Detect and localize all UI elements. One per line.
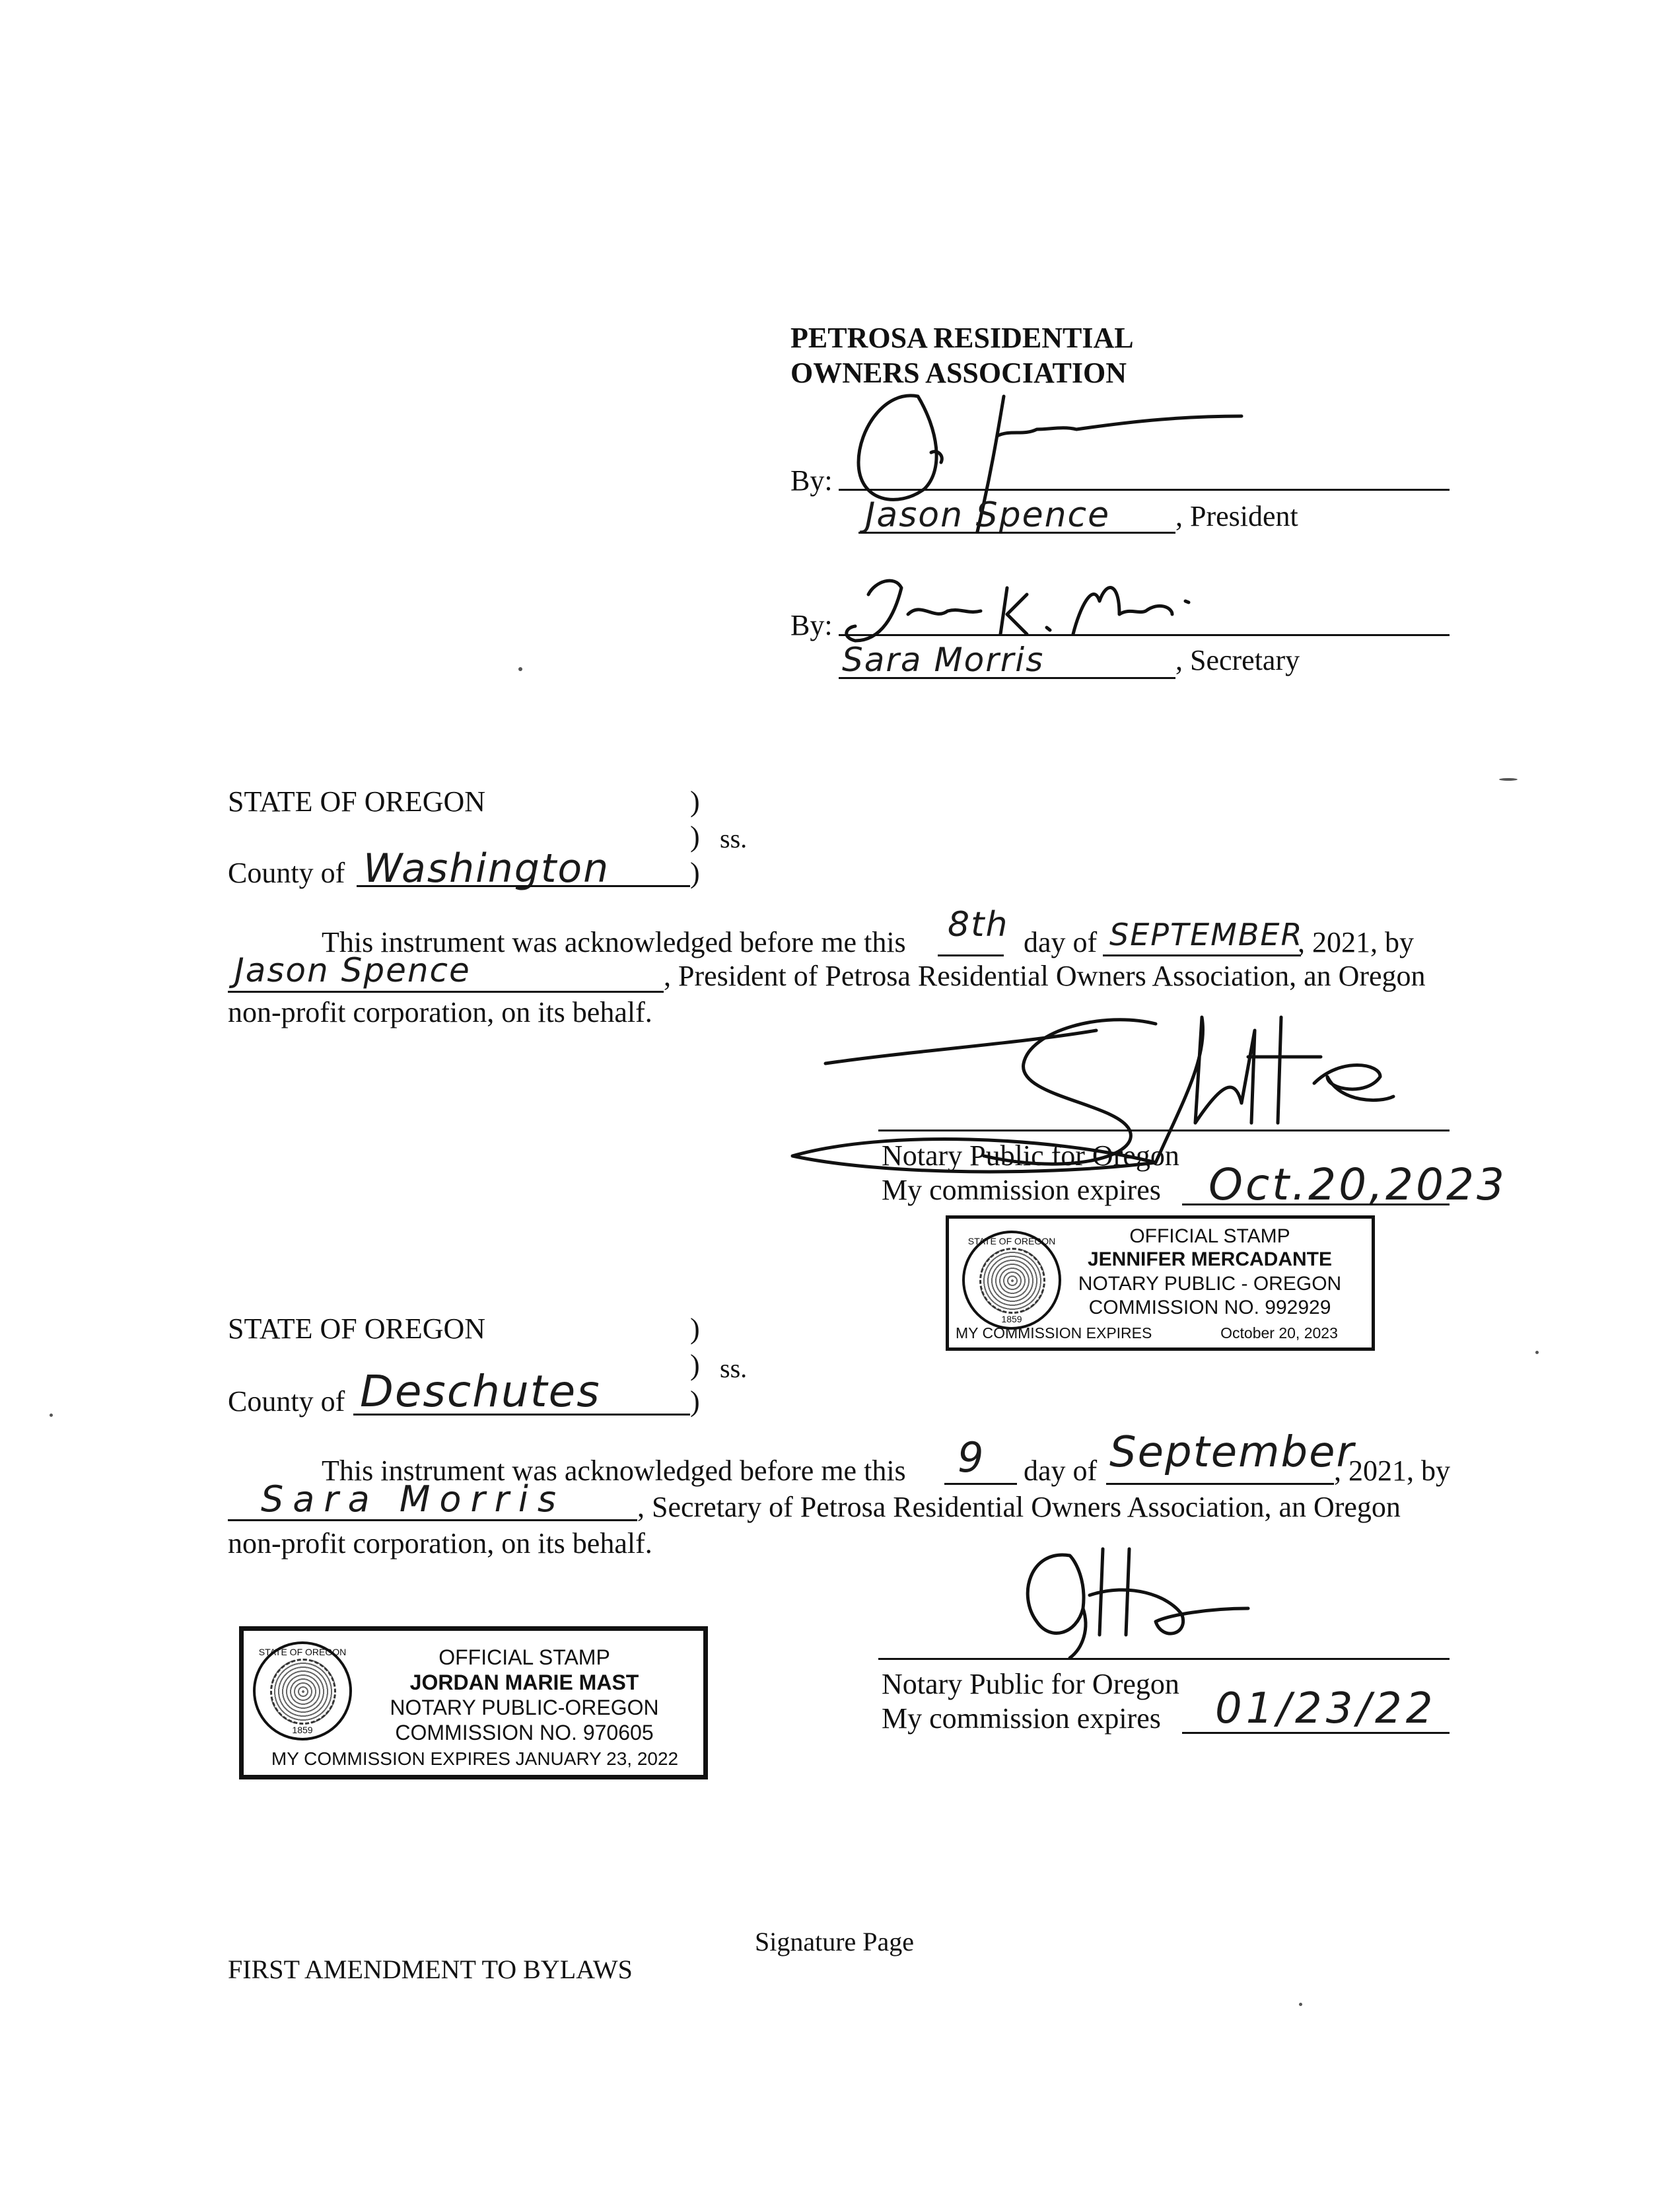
stamp1-commission-number: COMMISSION NO. 992929 bbox=[1088, 1297, 1331, 1318]
notary2-signature bbox=[1010, 1542, 1261, 1661]
ack1-county: Washington bbox=[363, 845, 610, 892]
ack2-county-label: County of bbox=[228, 1385, 345, 1417]
ack1-text-a: This instrument was acknowledged before me this bbox=[322, 926, 906, 958]
notary2-expires-line bbox=[1182, 1732, 1450, 1734]
stamp2-line1: OFFICIAL STAMP bbox=[438, 1645, 610, 1669]
by-label-2: By: bbox=[790, 609, 833, 641]
president-name-line bbox=[858, 532, 1175, 534]
president-name: Jason Spence bbox=[865, 495, 1111, 535]
ack2-state: STATE OF OREGON bbox=[228, 1312, 486, 1345]
ack2-day-line bbox=[944, 1483, 1017, 1485]
ack1-text-d: , President of Petrosa Residential Owners Association, an Oregon bbox=[664, 960, 1426, 992]
stamp2-notary-name: JORDAN MARIE MAST bbox=[409, 1670, 639, 1694]
ack2-text-d: , Secretary of Petrosa Residential Owners Association, an Oregon bbox=[637, 1491, 1401, 1523]
notary2-official-stamp bbox=[239, 1626, 708, 1779]
stamp1-line3: NOTARY PUBLIC - OREGON bbox=[1078, 1273, 1342, 1295]
seal-text: STATE OF OREGON bbox=[258, 1647, 347, 1657]
ack1-state: STATE OF OREGON bbox=[228, 785, 486, 818]
footer-document-title: FIRST AMENDMENT TO BYLAWS bbox=[228, 1955, 633, 1984]
ack1-county-label: County of bbox=[228, 857, 345, 889]
seal-year: 1859 bbox=[292, 1725, 313, 1735]
scan-speck bbox=[1535, 1351, 1539, 1354]
ack2-month-line bbox=[1106, 1483, 1334, 1485]
seal-text: STATE OF OREGON bbox=[967, 1236, 1056, 1246]
secretary-name: Sara Morris bbox=[842, 641, 1045, 679]
secretary-signature-line bbox=[839, 634, 1450, 636]
ack2-text-c: , 2021, by bbox=[1334, 1454, 1450, 1487]
ack2-paren-1: ) bbox=[690, 1312, 700, 1345]
ack2-text-e: non-profit corporation, on its behalf. bbox=[228, 1527, 652, 1560]
ack2-name: Sara Morris bbox=[261, 1478, 565, 1520]
notary1-expires-line bbox=[1182, 1203, 1450, 1205]
ack1-month-line bbox=[1103, 954, 1301, 956]
notary1-label: Notary Public for Oregon bbox=[882, 1139, 1179, 1172]
ack1-county-line bbox=[357, 885, 690, 887]
notary1-expires: Oct.20,2023 bbox=[1208, 1159, 1508, 1210]
scan-speck bbox=[518, 667, 522, 671]
footer-page-label: Signature Page bbox=[755, 1927, 915, 1956]
ack2-paren-3: ) bbox=[690, 1385, 700, 1417]
stamp2-commission-number: COMMISSION NO. 970605 bbox=[395, 1721, 654, 1744]
ack1-paren-2: ) bbox=[690, 820, 700, 853]
scan-speck bbox=[1299, 2003, 1302, 2006]
ack2-text-b: day of bbox=[1024, 1454, 1098, 1487]
ack1-day: 8th bbox=[948, 905, 1009, 945]
ack2-county: Deschutes bbox=[360, 1366, 601, 1417]
stamp1-expires-date: October 20, 2023 bbox=[1220, 1324, 1338, 1342]
stamp1-expires-label: MY COMMISSION EXPIRES bbox=[956, 1324, 1152, 1342]
ack1-text-b: day of bbox=[1024, 926, 1098, 958]
stamp2-line3: NOTARY PUBLIC-OREGON bbox=[390, 1696, 659, 1719]
scan-speck bbox=[1499, 778, 1518, 781]
oregon-state-seal bbox=[962, 1231, 1061, 1330]
notary1-official-stamp bbox=[946, 1215, 1375, 1351]
ack2-county-line bbox=[353, 1414, 690, 1416]
ack1-text-c: , 2021, by bbox=[1298, 926, 1414, 958]
ack2-month: September bbox=[1109, 1428, 1355, 1477]
ack2-text-a: This instrument was acknowledged before me this bbox=[322, 1454, 906, 1487]
ack1-ss: ss. bbox=[720, 824, 748, 853]
president-signature-line bbox=[839, 489, 1450, 491]
by-label-1: By: bbox=[790, 464, 833, 497]
president-title: , President bbox=[1175, 500, 1298, 532]
secretary-name-line bbox=[839, 677, 1175, 679]
stamp1-line1: OFFICIAL STAMP bbox=[1129, 1225, 1290, 1247]
ack2-day: 9 bbox=[958, 1433, 985, 1482]
notary1-expires-label: My commission expires bbox=[882, 1174, 1161, 1206]
ack1-month: SEPTEMBER bbox=[1109, 917, 1304, 952]
secretary-title: , Secretary bbox=[1175, 644, 1300, 676]
association-name-line2: OWNERS ASSOCIATION bbox=[790, 357, 1127, 389]
ack1-name: Jason Spence bbox=[234, 951, 471, 989]
ack1-text-e: non-profit corporation, on its behalf. bbox=[228, 996, 652, 1028]
association-name-line1: PETROSA RESIDENTIAL bbox=[790, 322, 1134, 354]
notary2-label: Notary Public for Oregon bbox=[882, 1668, 1179, 1700]
ack1-day-line bbox=[938, 954, 1004, 956]
oregon-state-seal bbox=[253, 1641, 352, 1740]
stamp1-notary-name: JENNIFER MERCADANTE bbox=[1087, 1248, 1333, 1270]
notary1-signature-line bbox=[878, 1130, 1450, 1131]
ack1-paren-1: ) bbox=[690, 785, 700, 818]
ack2-name-line bbox=[228, 1519, 637, 1521]
notary2-expires: 01/23/22 bbox=[1215, 1684, 1437, 1733]
notary2-expires-label: My commission expires bbox=[882, 1702, 1161, 1735]
seal-year: 1859 bbox=[1001, 1314, 1022, 1324]
ack2-paren-2: ) bbox=[690, 1349, 700, 1381]
ack1-paren-3: ) bbox=[690, 857, 700, 889]
notary2-signature-line bbox=[878, 1658, 1450, 1660]
scan-speck bbox=[50, 1414, 53, 1417]
ack2-ss: ss. bbox=[720, 1353, 748, 1383]
ack1-name-line bbox=[228, 991, 664, 993]
stamp2-expires: MY COMMISSION EXPIRES JANUARY 23, 2022 bbox=[271, 1748, 679, 1769]
